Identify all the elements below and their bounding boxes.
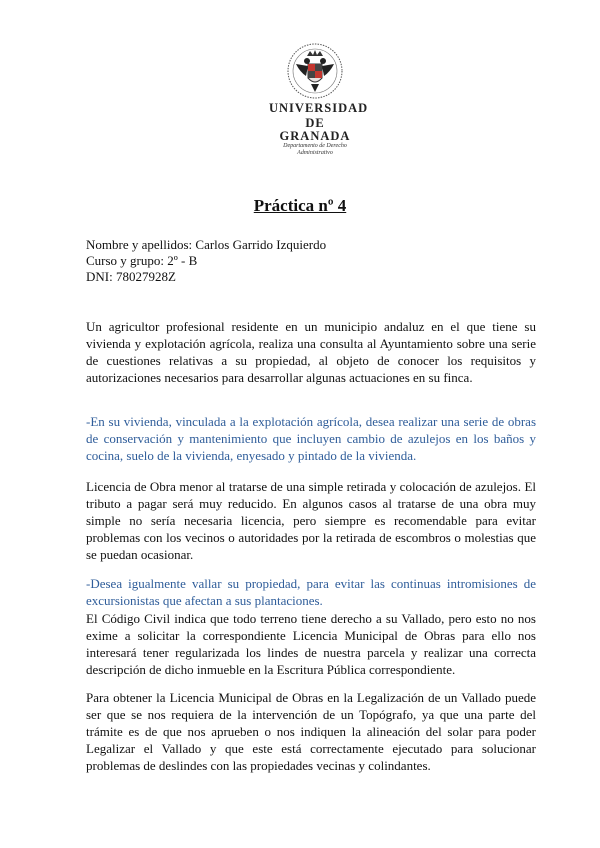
answer-1: Licencia de Obra menor al tratarse de una simple retirada y colocación de azulejos. El tributo a pagar será muy reducido. En algunos casos al tratarse de una obra muy simple no sería necesaria licencia, pero siempre es recomendable para evitar problemas con los vecinos o autoridades por la retirada de escombros o molestias que se puedan ocasionar.: [86, 479, 536, 562]
page-title: Práctica nº 4: [253, 196, 347, 215]
university-seal-icon: [286, 42, 344, 100]
university-logo: [269, 42, 369, 157]
department-line-2: Administrativo: [297, 150, 333, 156]
university-city: DE GRANADA: [279, 116, 351, 143]
student-info: [86, 237, 326, 285]
answer-2: El Código Civil indica que todo terreno tiene derecho a su Vallado, pero esto no nos exime a solicitar la correspondiente Licencia Municipal de Obras para ello nos interesará tener regularizada los lindes de nuestra parcela y realizar una correcta descripción de dicho inmueble en la Escritura Pública correspondiente.: [86, 611, 536, 677]
student-dni: DNI: 78027928Z: [86, 269, 176, 284]
question-2: -Desea igualmente vallar su propiedad, para evitar las continuas intromisiones de excursionistas que afectan a sus plantaciones.: [86, 576, 536, 608]
answer-3: Para obtener la Licencia Municipal de Obras en la Legalización de un Vallado puede ser que se nos requiera de la intervención de un Topógrafo, ya que una parte del trámite es de que nos aprueben o nos indiquen la alineación del solar para poder Legalizar el Vallado y que este está correctamente ejecutado para solucionar problemas de deslindes con las propiedades vecinas y colindantes.: [86, 690, 536, 773]
question-1: -En su vivienda, vinculada a la explotación agrícola, desea realizar una serie de obras de conservación y mantenimiento que incluyen cambio de azulejos en los baños y cocina, suelo de la vivienda, enyesado y pintado de la vivienda.: [86, 414, 536, 463]
student-name: Nombre y apellidos: Carlos Garrido Izquierdo: [86, 237, 327, 252]
intro-paragraph: Un agricultor profesional residente en un municipio andaluz en el que tiene su vivienda y explotación agrícola, realiza una consulta al Ayuntamiento sobre una serie de cuestiones relativas a su propiedad, al objeto de conocer los requisitos y autorizaciones necesarios para desarrollar algunas actuaciones en su finca.: [86, 319, 536, 385]
university-name: UNIVERSIDAD: [269, 101, 369, 115]
student-course: Curso y grupo: 2º - B: [86, 253, 198, 268]
department-line-1: Departamento de Derecho: [283, 143, 347, 149]
